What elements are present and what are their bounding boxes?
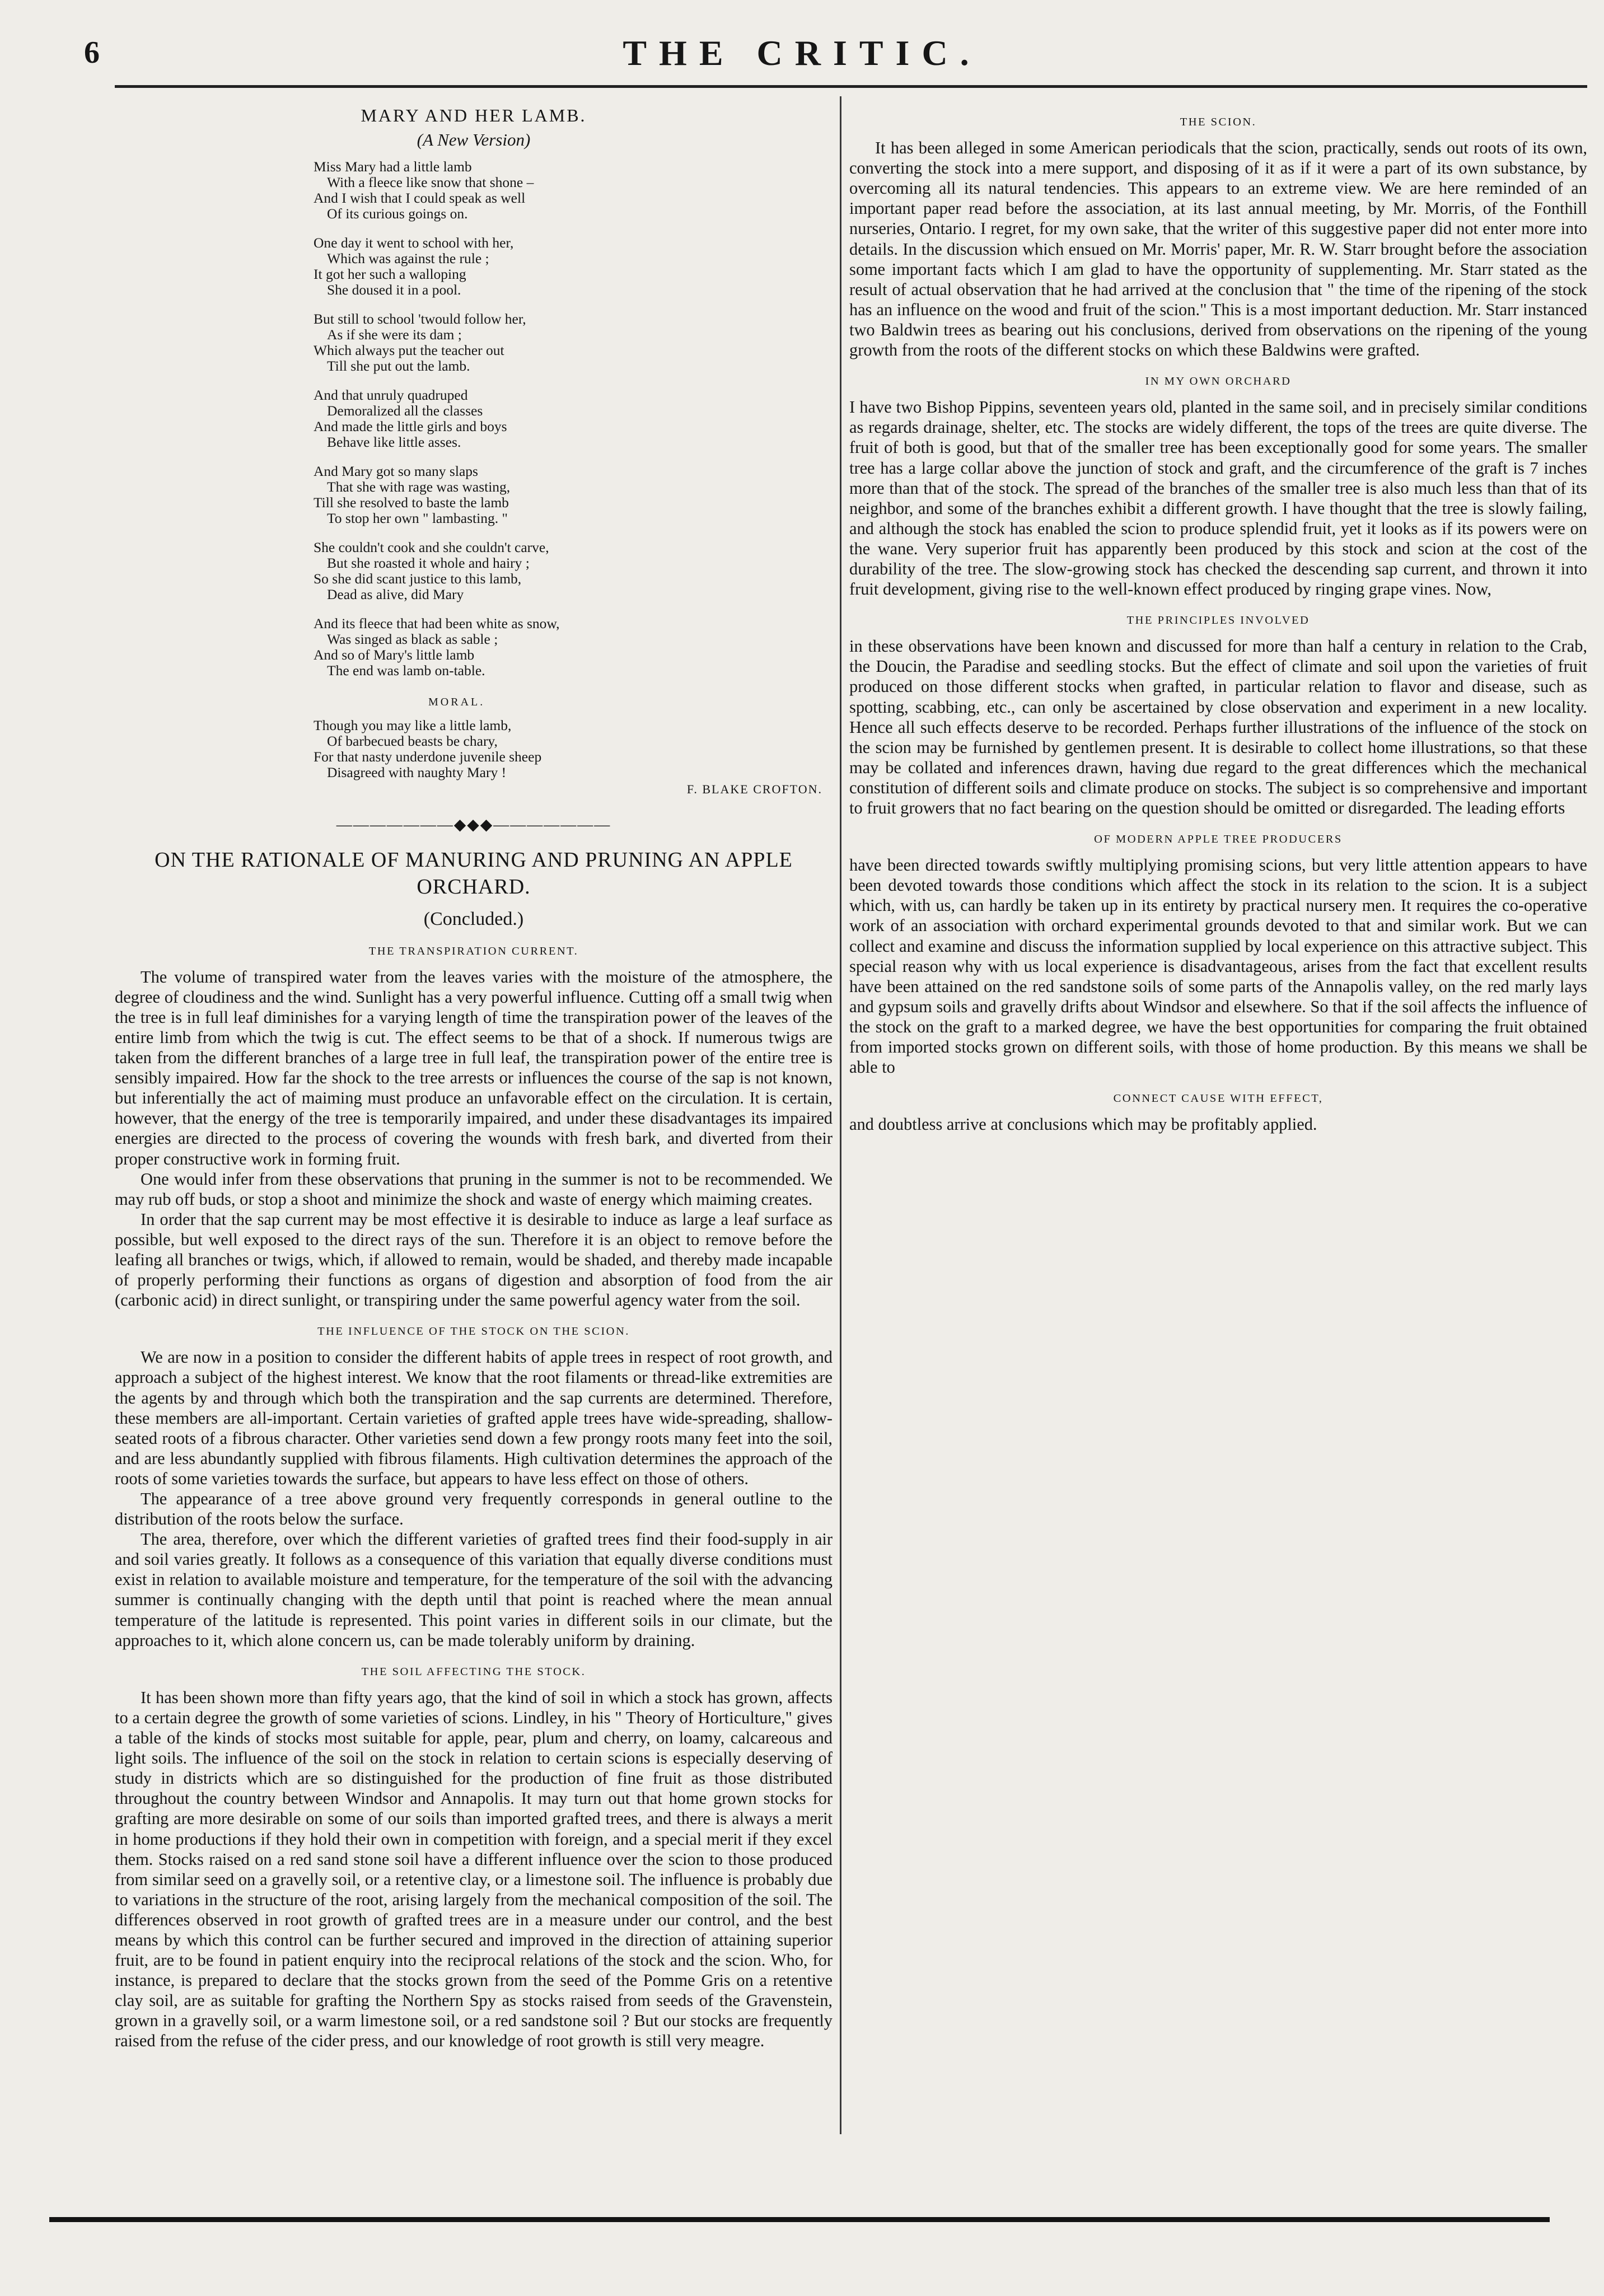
paragraph: have been directed towards swiftly multiplying promising scions, but very little attention appears to have been devoted towards those conditions which affect the stock in its relation to the scion. It is a subject which, with us, can hardly be taken up in its entirety by practical nursery men. It requires the co-operative work of an association with orchard experimental grounds devoted to that and similar work. But we can collect and examine and discuss the information supplied by local experience on this attractive subject. This special reason why with us local experience is disadvantageous, arises from the fact that excellent results have been attained on the red sandstone soils of some parts of the Annapolis valley, on the red marly lays and gypsum soils and gravelly drifts about Windsor and elsewhere. So that if the soil affects the influence of the stock on the graft to a marked degree, we have the best opportunities for comparing the fruit obtained from imported stocks grown on different soils, with those of home production. By this means we shall be able to: [849, 855, 1587, 1077]
poem-line: But she roasted it whole and hairy ;: [327, 555, 530, 572]
poem-line: Dead as alive, did Mary: [327, 586, 464, 603]
section-divider-ornament: ———————◆◆◆———————: [336, 816, 611, 834]
poem-stanza: [314, 718, 833, 780]
poem-line: Disagreed with naughty Mary !: [327, 764, 507, 781]
poem-line: For that nasty underdone juvenile sheep: [314, 749, 542, 765]
paragraph: The area, therefore, over which the different varieties of grafted trees find their food-supply in air and soil varies greatly. It follows as a consequence of this variation that equally diverse conditions must exist in relation to available moisture and temperature, for the temperature of the soil with the advancing summer is continually changing with the depth until that point is reached where the mean annual temperature of the latitude is represented. This point varies in different soils in our climate, but the approaches to it, which alone concern us, can be made tolerably uniform by draining.: [115, 1530, 833, 1650]
poem-line: And Mary got so many slaps: [314, 463, 478, 480]
poem-line: Behave like little asses.: [327, 434, 461, 451]
poem-line: To stop her own " lambasting. ": [327, 510, 508, 527]
poem-stanza: [314, 387, 833, 450]
section-heading: THE TRANSPIRATION CURRENT.: [368, 944, 579, 957]
poem-line: Till she put out the lamb.: [327, 358, 470, 375]
poem-line: She couldn't cook and she couldn't carve,: [314, 539, 549, 556]
section-heading: THE INFLUENCE OF THE STOCK ON THE SCION.: [317, 1325, 630, 1338]
poem-stanza: [314, 159, 833, 222]
poem-line: Was singed as black as sable ;: [327, 631, 498, 648]
section-heading: IN MY OWN ORCHARD: [1145, 375, 1292, 388]
poem-line: The end was lamb on-table.: [327, 662, 485, 679]
paragraph: It has been alleged in some American periodicals that the scion, practically, sends out roots of its own, converting the stock into a mere support, and disposing of it as if it were a part of its own substance, by overcoming all its natural tendencies. This appears to an extreme view. We are here reminded of an important paper read before the association, at its last annual meeting, by Mr. Morris, of the Fonthill nurseries, Ontario. I regret, for my own sake, that the writer of this suggestive paper did not enter more into details. In the discussion which ensued on Mr. Morris' paper, Mr. R. W. Starr brought before the association some important facts which I am glad to have the opportunity of supplementing. Mr. Starr stated as the result of actual observation that he had arrived at the conclusion that " the time of the ripening of the stock has an influence on the wood and fruit of the scion." This is a most important deduction. Mr. Starr instanced two Baldwin trees as bearing out his conclusions, derived from observations on the ripening of the young growth from the roots of the different stocks on which these Baldwins were grafted.: [849, 138, 1587, 360]
paragraph: in these observations have been known and discussed for more than half a century in relation to the Crab, the Doucin, the Paradise and seedling stocks. But the effect of climate and soil upon the varieties of fruit produced on those different stocks when grafted, in particular relation to flavor and disease, such as spotting, scabbing, etc., can only be ascertained by close observation and experiment in a new locality. Hence all such effects deserve to be recorded. Perhaps further illustrations of the influence of the stock on the scion may be furnished by gentlemen present. It is desirable to collect home illustrations, so that these may be collated and inferences drawn, having due regard to the great differences which the mechanical constitution of different soils and climate produce on stocks. The subject is so comprehensive and important to fruit growers that no fact bearing on the question should be omitted or disregarded. The leading efforts: [849, 637, 1587, 817]
paragraph: The volume of transpired water from the leaves varies with the moisture of the atmosphere, the degree of cloudiness and the wind. Sunlight has a very powerful influence. Cutting off a small twig when the tree is in full leaf diminishes for a varying length of time the transpiration power of the leaves of the entire limb from which the twig is cut. The effect seems to be that of a shock. If numerous twigs are taken from the different branches of a large tree in full leaf, the transpiration power of the entire tree is sensibly impaired. How far the shock to the tree arrests or influences the course of the sap is not known, but inferentially the act of maiming must produce an unfavorable effect on the circulation. It is certain, however, that the energy of the tree is temporarily impaired, and under these disadvantages its impaired energies are directed to the process of covering the wounds with fresh bark, and diverted from their proper constructive work in forming fruit.: [115, 967, 833, 1168]
poem-subtitle: (A New Version): [417, 130, 531, 150]
poem-line: With a fleece like snow that shone –: [327, 174, 534, 191]
masthead-title: THE CRITIC.: [623, 33, 981, 73]
article-title: ON THE RATIONALE OF MANURING AND PRUNING AN APPLE ORCHARD.: [155, 848, 793, 899]
paragraph: The appearance of a tree above ground very frequently corresponds in general outline to the distribution of the roots below the surface.: [115, 1489, 833, 1529]
right-column: [849, 101, 1587, 1134]
section-heading: CONNECT CAUSE WITH EFFECT,: [1113, 1092, 1324, 1105]
moral-heading: MORAL.: [428, 696, 485, 709]
poem-stanza: [314, 540, 833, 602]
column-divider: [840, 96, 841, 2134]
section-heading: THE SOIL AFFECTING THE STOCK.: [361, 1665, 586, 1678]
paragraph: It has been shown more than fifty years ago, that the kind of soil in which a stock has grown, affects to a certain degree the growth of some varieties of scions. Lindley, in his " Theory of Horticulture," gives a table of the kinds of stocks most suitable for apple, pear, plum and cherry, on loamy, calcareous and light soils. The influence of the soil on the stock in relation to certain scions is especially deserving of study in districts which are so distinguished for the production of fine fruit as those distributed throughout the country between Windsor and Annapolis. It may turn out that home grown stocks for grafting are more desirable on some of our soils than imported grafted trees, and there is always a merit in home productions if they hold their own in competition with foreign, and a special merit if they excel them. Stocks raised on a red sand stone soil have a different influence over the scion to those produced from similar seed on a gravelly soil, or a retentive clay, or a limestone soil. The influence is probably due to variations in the structure of the root, arising largely from the mechanical composition of the soil. The differences observed in root growth of grafted trees are in a measure under our control, and the best means by which this control can be further secured and improved in the direction of attaining superior fruit, are to be found in patient enquiry into the reciprocal relations of the stock and the scion. Who, for instance, is prepared to declare that the stocks grown from the seed of the Pomme Gris on a retentive clay soil, are as suitable for grafting the Northern Spy as stocks raised from seeds of the Gravenstein, grown in a gravelly soil, or a warm limestone soil, or a red sandstone soil ? But our stocks are frequently raised from the refuse of the cider press, and our knowledge of root growth is still very meagre.: [115, 1687, 833, 2051]
poem-stanza: [314, 464, 833, 526]
section-heading: THE SCION.: [1180, 116, 1257, 128]
article-subtitle: (Concluded.): [423, 909, 524, 930]
poem-line: Which was against the rule ;: [327, 250, 489, 267]
poem-moral: [314, 718, 833, 780]
page-number: 6: [84, 35, 100, 70]
poem-line: Till she resolved to baste the lamb: [314, 494, 509, 511]
paragraph: We are now in a position to consider the different habits of apple trees in respect of root growth, and approach a subject of the highest interest. We know that the root filaments or thread-like extremities are the agents by and through which both the transpiration and the sap currents are determined. Therefore, these members are all-important. Certain varieties of grafted apple trees have wide-spreading, shallow-seated roots of a fibrous character. Other varieties send down a few prongy roots many feet into the soil, and are less abundantly supplied with fibrous filaments. High cultivation determines the approach of the roots of some varieties towards the surface, but appears to have less effect on those of others.: [115, 1348, 833, 1488]
poem-line: Of its curious goings on.: [327, 205, 468, 222]
paragraph: In order that the sap current may be most effective it is desirable to induce as large a leaf surface as possible, but well exposed to the direct rays of the sun. Therefore it is an object to remove before the leafing all branches or twigs, which, if allowed to remain, would be shaded, and thereby made incapable of properly performing their functions as organs of digestion and absorption of food from the air (carbonic acid) in direct sunlight, or transpiring under the same powerful agency water from the soil.: [115, 1209, 833, 1310]
section-heading: THE PRINCIPLES INVOLVED: [1126, 614, 1310, 627]
poem-line: Of barbecued beasts be chary,: [327, 733, 498, 750]
poem-line: Miss Mary had a little lamb: [314, 158, 472, 175]
poem-line: And I wish that I could speak as well: [314, 190, 526, 207]
poem-line: And its fleece that had been white as snow,: [314, 615, 560, 632]
paragraph: One would infer from these observations that pruning in the summer is not to be recommended. We may rub off buds, or stop a shoot and minimize the shock and waste of energy which maiming creates.: [115, 1169, 833, 1209]
poem-stanza: [314, 235, 833, 298]
poem-line: Demoralized all the classes: [327, 403, 483, 419]
poem-title: MARY AND HER LAMB.: [361, 105, 587, 125]
poem-line: Though you may like a little lamb,: [314, 717, 512, 734]
poem-line: One day it went to school with her,: [314, 235, 514, 251]
poem-line: And so of Mary's little lamb: [314, 647, 475, 663]
poem-line: And made the little girls and boys: [314, 418, 507, 435]
poem-line: But still to school 'twould follow her,: [314, 311, 526, 328]
poem-line: As if she were its dam ;: [327, 326, 462, 343]
left-column: [115, 101, 833, 2051]
header-rule: [115, 85, 1587, 88]
paragraph: and doubtless arrive at conclusions which may be profitably applied.: [849, 1115, 1317, 1134]
poem-body: [314, 159, 833, 679]
section-heading: OF MODERN APPLE TREE PRODUCERS: [1094, 833, 1343, 846]
paragraph: I have two Bishop Pippins, seventeen years old, planted in the same soil, and in precisely similar conditions as regards drainage, shelter, etc. The stocks are widely different, the tops of the trees are quite diverse. The fruit of both is good, but that of the smaller tree has been exceptionally good for some years. The smaller tree has a large collar above the junction of stock and graft, and the circumference of the graft is 7 inches more than that of the stock. The spread of the branches of the smaller tree is also much less than that of its neighbor, and some of the branches exhibit a different growth. I have thought that the tree is slowly failing, and although the stock has enabled the scion to produce splendid fruit, yet it looks as if its powers were on the wane. Very superior fruit has apparently been produced by this stock and scion at the cost of the durability of the tree. The slow-growing stock has checked the descending sap current, and thrown it into fruit development, giving rise to the well-known effect produced by ringing grape vines. Now,: [849, 398, 1587, 599]
poem-line: And that unruly quadruped: [314, 387, 468, 404]
poem-line: It got her such a walloping: [314, 266, 466, 283]
poem-line: So she did scant justice to this lamb,: [314, 571, 522, 587]
poem-stanza: [314, 311, 833, 374]
poem-author: F. BLAKE CROFTON.: [686, 782, 822, 797]
poem-line: She doused it in a pool.: [327, 282, 461, 298]
poem-stanza: [314, 616, 833, 679]
poem-line: That she with rage was wasting,: [327, 479, 511, 495]
footer-rule: [49, 2217, 1550, 2222]
poem-line: Which always put the teacher out: [314, 342, 504, 359]
